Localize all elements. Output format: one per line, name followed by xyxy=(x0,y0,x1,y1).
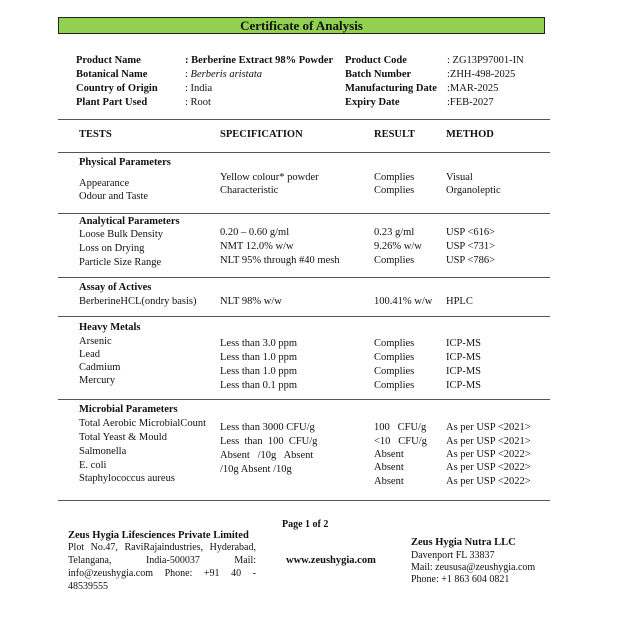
batch-number-value: :ZHH-498-2025 xyxy=(447,69,516,80)
expiry-date-value: :FEB-2027 xyxy=(447,97,494,108)
address-line: info@zeushygia.com Phone: +91 40 - xyxy=(68,568,256,579)
manufacturing-date-value: :MAR-2025 xyxy=(447,83,499,94)
test-method: ICP-MS xyxy=(446,352,482,363)
country-origin-value: : India xyxy=(185,83,213,94)
test-result: Complies xyxy=(374,366,415,377)
test-result: Complies xyxy=(374,352,415,363)
document-title: Certificate of Analysis xyxy=(58,17,545,34)
manufacturing-date-label: Manufacturing Date xyxy=(345,83,437,94)
test-name: Odour and Taste xyxy=(79,191,149,202)
section-heading-actives: Assay of Actives xyxy=(79,282,152,293)
section-heading-analytical: Analytical Parameters xyxy=(79,216,180,227)
divider xyxy=(58,399,550,400)
botanical-name-value: : Berberis aristata xyxy=(185,69,263,80)
test-specification: Less than 3.0 ppm xyxy=(220,338,297,349)
divider xyxy=(58,119,550,120)
test-result: Absent xyxy=(374,449,404,460)
test-specification: Less than 3000 CFU/g xyxy=(220,422,315,433)
right-company-name: Zeus Hygia Nutra LLC xyxy=(411,537,516,548)
product-code-value: : ZG13P97001-IN xyxy=(447,55,524,66)
test-method: ICP-MS xyxy=(446,380,482,391)
page-number: Page 1 of 2 xyxy=(282,519,329,530)
test-specification: Yellow colour* powder xyxy=(220,172,319,183)
divider xyxy=(58,500,550,501)
test-method: Visual xyxy=(446,172,473,183)
test-method: As per USP <2022> xyxy=(446,449,531,460)
email-line: Mail: zeususa@zeushygia.com xyxy=(411,562,536,573)
website-link[interactable]: www.zeushygia.com xyxy=(286,555,376,566)
divider xyxy=(58,277,550,278)
test-result: Complies xyxy=(374,338,415,349)
test-name: BerberineHCL(ondry basis) xyxy=(79,296,197,307)
test-method: Organoleptic xyxy=(446,185,501,196)
address-line: Telangana, India-500037 Mail: xyxy=(68,555,256,566)
expiry-date-label: Expiry Date xyxy=(345,97,400,108)
test-result: 0.23 g/ml xyxy=(374,227,415,238)
test-result: Absent xyxy=(374,476,404,487)
test-name: Staphylococcus aureus xyxy=(79,473,175,484)
test-result: Complies xyxy=(374,172,415,183)
test-specification: NMT 12.0% w/w xyxy=(220,241,294,252)
test-specification: Less than 1.0 ppm xyxy=(220,352,297,363)
plant-part-value: : Root xyxy=(185,97,211,108)
test-name: Lead xyxy=(79,349,100,360)
test-method: ICP-MS xyxy=(446,338,482,349)
batch-number-label: Batch Number xyxy=(345,69,412,80)
test-name: Particle Size Range xyxy=(79,257,162,268)
left-company-name: Zeus Hygia Lifesciences Private Limited xyxy=(68,530,249,541)
test-name: Total Aerobic MicrobialCount xyxy=(79,418,206,429)
test-result: Complies xyxy=(374,255,415,266)
product-name-label: Product Name xyxy=(76,55,141,66)
test-name: E. coli xyxy=(79,460,107,471)
test-method: ICP-MS xyxy=(446,366,482,377)
test-method: USP <731> xyxy=(446,241,496,252)
product-name-value: : Berberine Extract 98% Powder xyxy=(185,55,334,66)
test-name: Total Yeast & Mould xyxy=(79,432,167,443)
test-name: Mercury xyxy=(79,375,116,386)
test-specification: 0.20 – 0.60 g/ml xyxy=(220,227,290,238)
section-heading-physical: Physical Parameters xyxy=(79,157,171,168)
divider xyxy=(58,152,550,153)
address-line: 48539555 xyxy=(68,581,108,592)
col-header-specification: SPECIFICATION xyxy=(220,129,303,140)
product-code-label: Product Code xyxy=(345,55,407,66)
test-result: 100.41% w/w xyxy=(374,296,433,307)
test-name: Cadmium xyxy=(79,362,121,373)
test-specification: /10g Absent /10g xyxy=(220,464,292,475)
test-method: As per USP <2022> xyxy=(446,462,531,473)
test-specification: Less than 1.0 ppm xyxy=(220,366,297,377)
test-name: Salmonella xyxy=(79,446,127,457)
address-line: Plot No.47, RaviRajaindustries, Hyderabad, xyxy=(68,542,256,553)
left-company-address xyxy=(68,541,256,593)
divider xyxy=(58,316,550,317)
section-heading-microbial: Microbial Parameters xyxy=(79,404,178,415)
test-method: As per USP <2022> xyxy=(446,476,531,487)
col-header-tests: TESTS xyxy=(79,129,112,140)
test-specification: NLT 98% w/w xyxy=(220,296,282,307)
test-specification: Less than 100 CFU/g xyxy=(220,436,318,447)
test-name: Loose Bulk Density xyxy=(79,229,163,240)
test-result: Complies xyxy=(374,380,415,391)
test-specification: Characteristic xyxy=(220,185,279,196)
col-header-result: RESULT xyxy=(374,129,416,140)
section-heading-heavy-metals: Heavy Metals xyxy=(79,322,141,333)
test-specification: Less than 0.1 ppm xyxy=(220,380,297,391)
test-name: Loss on Drying xyxy=(79,243,145,254)
test-method: HPLC xyxy=(446,296,473,307)
plant-part-label: Plant Part Used xyxy=(76,97,148,108)
test-method: As per USP <2021> xyxy=(446,436,531,447)
address-line: Davenport FL 33837 xyxy=(411,550,495,561)
botanical-name-label: Botanical Name xyxy=(76,69,148,80)
test-result: <10 CFU/g xyxy=(374,436,427,447)
test-name: Arsenic xyxy=(79,336,112,347)
test-result: Complies xyxy=(374,185,415,196)
test-method: USP <616> xyxy=(446,227,496,238)
col-header-method: METHOD xyxy=(446,129,494,140)
divider xyxy=(58,213,550,214)
test-result: 100 CFU/g xyxy=(374,422,427,433)
test-result: 9.26% w/w xyxy=(374,241,422,252)
test-result: Absent xyxy=(374,462,404,473)
phone-line: Phone: +1 863 604 0821 xyxy=(411,574,510,585)
test-method: USP <786> xyxy=(446,255,496,266)
test-specification: NLT 95% through #40 mesh xyxy=(220,255,340,266)
test-method: As per USP <2021> xyxy=(446,422,531,433)
country-origin-label: Country of Origin xyxy=(76,83,158,94)
test-name: Appearance xyxy=(79,178,130,189)
test-specification: Absent /10g Absent xyxy=(220,450,314,461)
